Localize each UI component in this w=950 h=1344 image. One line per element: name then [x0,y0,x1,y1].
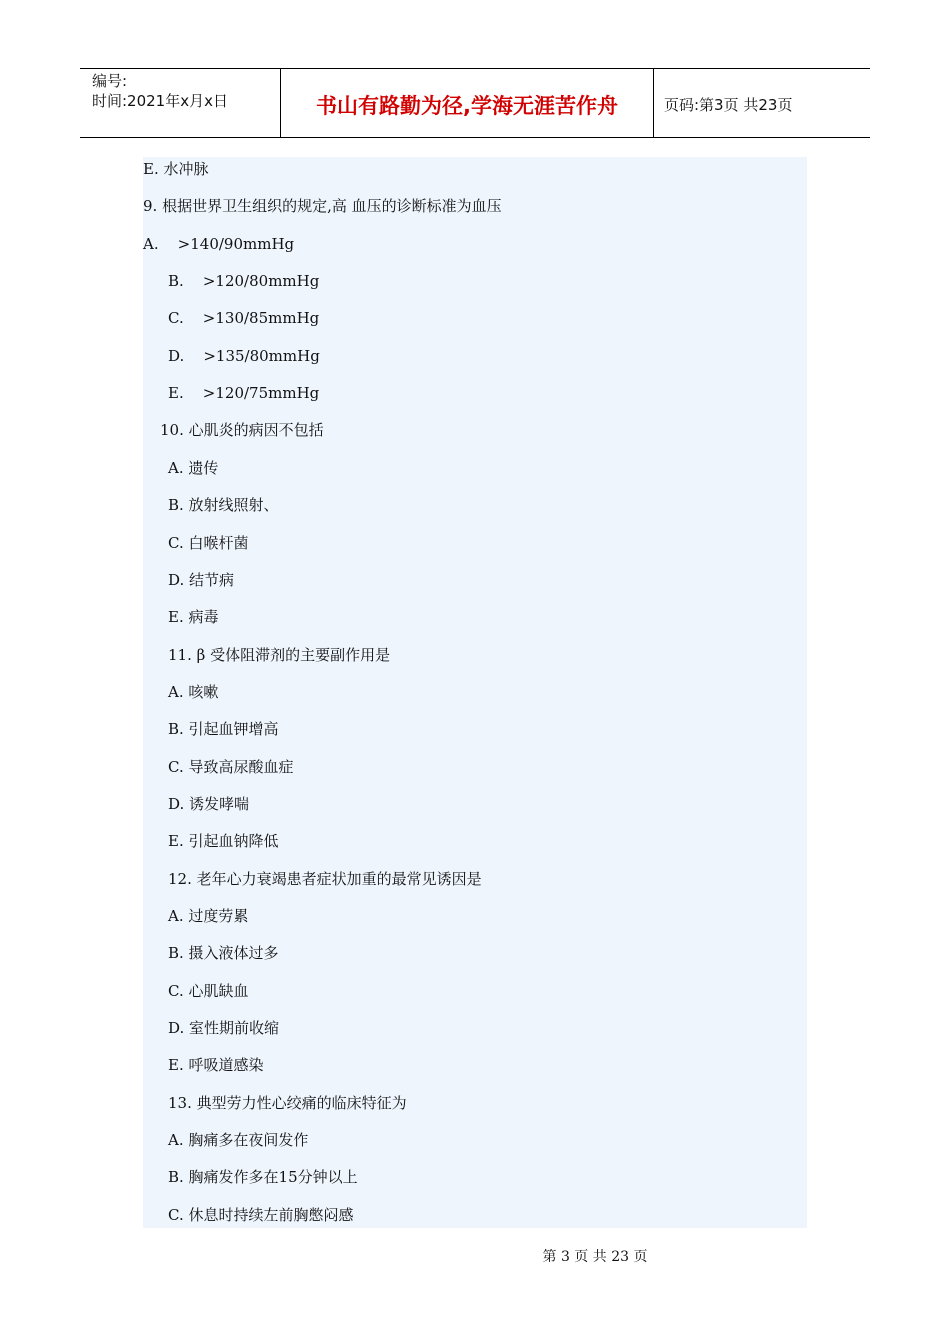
text-line: A. 胸痛多在夜间发作 [168,1131,309,1150]
question-content [143,157,807,1228]
text-line: A. 遗传 [168,458,219,477]
text-line: E. 水冲脉 [143,160,209,178]
text-line: B. 放射线照射、 [168,496,279,515]
text-line: 12. 老年心力衰竭患者症状加重的最常见诱因是 [168,869,482,888]
text-line: 11. β 受体阻滞剂的主要副作用是 [168,645,391,664]
time-label: 时间:2021年x月x日 [92,92,228,110]
text-line: E. 病毒 [168,608,219,627]
page-header [80,68,870,138]
text-line: D. >135/80mmHg [168,346,320,365]
text-line: 13. 典型劳力性心绞痛的临床特征为 [168,1093,407,1112]
text-line: C. 白喉杆菌 [168,533,249,552]
text-line: D. 室性期前收缩 [168,1019,280,1038]
header-page-label: 页码:第3页 共23页 [664,95,793,114]
text-line: A. >140/90mmHg [143,234,295,253]
text-line: 10. 心肌炎的病因不包括 [160,421,324,440]
page-footer: 第 3 页 共 23 页 [542,1249,648,1265]
text-line: C. >130/85mmHg [168,309,320,328]
text-line: C. 休息时持续左前胸憋闷感 [168,1205,354,1224]
text-line: E. >120/75mmHg [168,384,320,403]
text-line: 9. 根据世界卫生组织的规定,高 血压的诊断标准为血压 [143,197,502,216]
text-line: A. 咳嗽 [168,682,219,701]
text-line: B. 引起血钾增高 [168,720,279,739]
text-line: A. 过度劳累 [168,907,249,925]
number-label: 编号: [92,72,128,90]
text-line: D. 结节病 [168,570,235,589]
text-line: C. 导致高尿酸血症 [168,757,294,776]
text-line: E. 呼吸道感染 [168,1056,264,1075]
text-line: E. 引起血钠降低 [168,832,279,851]
text-line: B. >120/80mmHg [168,272,320,291]
text-line: C. 心肌缺血 [168,981,249,1000]
header-motto: 书山有路勤为径,学海无涯苦作舟 [281,69,654,137]
text-line: B. 胸痛发作多在15分钟以上 [168,1168,358,1187]
text-line: B. 摄入液体过多 [168,944,279,963]
text-line: D. 诱发哮喘 [168,794,250,813]
header-meta [80,69,281,137]
